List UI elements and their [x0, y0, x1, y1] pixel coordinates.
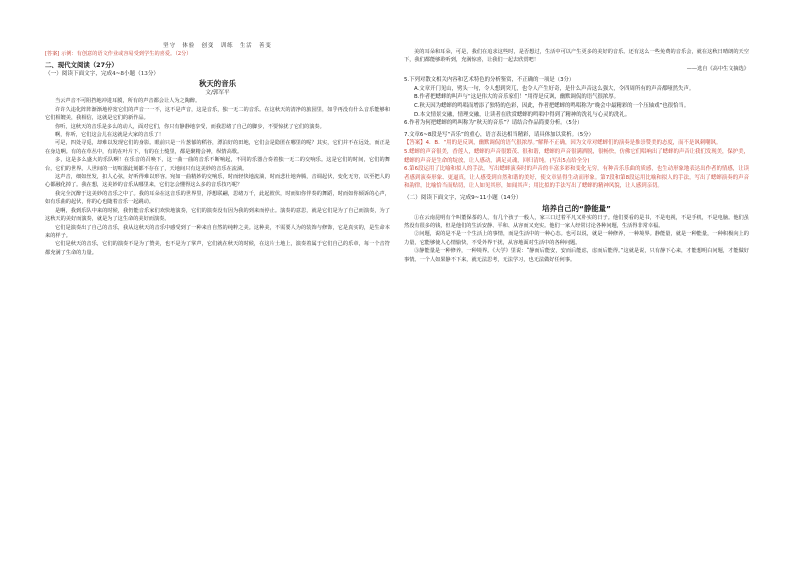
- answer-block: 【答案】4．B．“用的是反讽，幽默调侃的语气很浓厚。”解释不正确，因为文章对蟋蟀们的演奏是推崇赞美的态度，而不是讽刺嘲讽。: [404, 140, 722, 147]
- left-column: [45, 42, 390, 257]
- section-title: 二、现代文阅读（27分）: [45, 60, 118, 69]
- paragraph: 我完全沉醉于这美妙的音乐之中了。我的耳朵在这音乐的世界里，浮想联翩，思绪万千，此起彼伏，时而如你伴奏的舞蹈，时而如你倾诉的心声，如有乐曲的起伏，你的心也随着音乐一起跳动。: [45, 190, 390, 206]
- source-line: ——选自《高中生文摘选》: [686, 65, 749, 72]
- option-b: B.作者把蟋蟀的叫声与“这是伟大的音乐家们！”用得是反讽，幽默调侃的语气很浓厚。: [414, 94, 620, 101]
- answer-hint: [答案] 示例：有创意的语文作业或容易受到学生的喜爱。（2分）: [45, 51, 192, 58]
- essay2-paragraph: ①在云南昆明有个叫董保茶的人，有几个孩子一般人，家三口过着平凡又朴实的日子。他们要看的是书，不是电视，不是手机，不是电脑。他们虽然没有很多的钱，但是他们的生活安静、平和、从容而又充实。他们一家人经常讨论各种问题，生活得非常幸福。: [404, 214, 749, 229]
- paragraph: 当云声音不可阻挡地冲进耳膜，所有的声音都会让人为之陶醉。: [55, 98, 201, 105]
- option-a: A.文章开门见山，劈头一句，令人想到突兀，也令人产生好奇，是什么声音这么强大，令四周所有的声音都哑然失声。: [414, 85, 695, 92]
- question-6: 6.作者为何把蟋蟀的鸣叫称为“秋天的音乐”？请结合作品简要分析。（5分）: [404, 120, 583, 127]
- paragraph: 可是，四处寻觅，却难以发现它们的身影。眼前只是一片葱郁的稻谷，漂泊好的田地，它们会是隐匿在哪里的呢？其实，它们并不在远处，而正是在身边啊。有的在草丛中，有的在叶片下，有的在土缝里，都是聚精会神，纵情高歌。: [45, 140, 390, 155]
- paragraph: 是啊，我到乐队中来的时候，我仍能音乐家们欢快地演奏，它们的演奏没有因为我的到来而停止。演奏的意思，就是它们是为了自己而演奏，为了这秋天的美好而演奏，就是为了这生命的美好而演奏。: [45, 207, 390, 223]
- essay2-title: 培养自己的“静能量”: [542, 203, 611, 213]
- essay2-paragraph: ③静能量是一种修养，一种境界。《大学》里说：“静而后能安，安而后能虑，虑而后能得。”这就是说，只有静下心来，才能想明白问题，才能做好事情。一个人如果静不下来，就无法思考，无法学习，也无法做好任何事。: [404, 248, 749, 263]
- paragraph: 多，这是多么盛大的乐队啊！在乐音的召唤下，这一曲一曲的音乐不断响起，不同的乐器合奏着独一无二的交响乐。这是它们的时间，它们的舞台，它们的世界。人世间的一切喧嚣此刻都不存在了，天地间只有这美妙的音乐在流淌。: [45, 157, 390, 172]
- paragraph: 许许久违化阵阵渐渐地停宽它们的声音一一不，这不是声音，这是音乐，独一无二的音乐。在这秋天的清净的旅园里，如乎再没有什么音乐能够和它们相媲美，我相信，这就是它们的新作品。: [45, 106, 390, 122]
- essay-author: 文/郭军平: [205, 90, 230, 97]
- question-5: 5.下列对散文相关内容和艺术特色的分析鉴赏，不正确的一项是（3分）: [404, 77, 575, 84]
- essay-title: 秋天的音乐: [199, 79, 236, 89]
- question-7: 7.文章6~8段是写“音乐”的重心，语言表达相当精彩，请具体加以赏析。（5分）: [404, 131, 594, 138]
- answer-line: 6.第6段运用了比喻和拟人的手法，写出蟋蟀演奏时的声音的丰富多彩和变化无穷，有种音乐乐曲的质感，也生动形象地表达出作者的情感，让读者感到演奏形象、更逼真，让人感受到自然和谐的美好，使文章显得生动而形象。第7段和第8段运用比喻和拟人的手法，写出了蟋蟀演奏的声音和韵律，比喻恰当而贴切，让人如见其形，如闻其声；用比拟的手法写出了蟋蟀的精神风貌，让人感到亲切。: [404, 166, 749, 190]
- intro-paragraph: 美的耳朵和耳朵，可是，我们在追求这些时，是否想过，生活中可以产生更多的美好的音乐。还有这么一些免费的音乐会，就在这秋日晴朗的天空下，我们都能够聆听到，充满惊喜，让我们一起去欣赏吧！: [404, 49, 749, 64]
- essay2-paragraph: ②问题，说的是不是一个生活上的事情，而是生活中的一种心态。也可以说，就是一种修养，一种境界。静能量，就是一种能量，一种积极向上的力量，它能够使人心情愉快，不受外界干扰，从容地面对生活中的各种问题。: [404, 231, 749, 246]
- paragraph: 啊，你听，它们这会儿在这就是大家的音乐了！: [55, 132, 164, 139]
- paragraph: 它们是秋天的音乐，它们的演奏不是为了赞美，也不是为了掌声，它们就在秋天的时候，在这片土地上，演奏着属于它们自己的乐章，每一个音符都充满了生命的力量。: [45, 241, 390, 256]
- option-d: D.本文情景交融，情理交融，让读者在欣赏蟋蟀的鸣唱中得到了精神的洗礼与心灵的洗礼。: [414, 111, 631, 118]
- answer-line: 5.蟋蟀的声音很美，香莲人，蟋蟀的声音很繁茂、很和谐，蟋蟀的声音很满洒脱，很畅快，仿佛它们唱响出了蟋蟀的声音让我们发现美，保护美，蟋蟀的声音是生命的绽放，让人感动，满足灵魂，回归清纯。(写出5点给全分): [404, 148, 749, 164]
- right-column: [404, 48, 749, 264]
- option-c: C.秋天因为蟋蟀的鸣唱而增添了独特的色彩，因此，作者把蟋蟀的鸣唱称为“晚会中最精彩的一个压轴戏”也很恰当。: [414, 103, 690, 109]
- paragraph: 这声音，细如丝发，扣人心弦，好听得难以形容。宛如一曲精妙的交响乐，时而轻快地流淌，时而悲壮地奔腾，音调起伏，变化无穷，以至把人的心都融化掉了。我在想，这美妙的音乐从哪里来，它们怎会懂得这么多的音乐技巧呢？: [45, 174, 390, 189]
- word-list: 坚守 体验 创变 训练 生活 善变: [163, 43, 272, 49]
- sub-title: （一）阅读下面文字，完成4~8小题（13分）: [45, 70, 160, 77]
- paragraph: 你听，这秋天的音乐是多么的动人，面对它们，你只有静静地享受，而我思绪了自己的脚步，不要惊扰了它们的演奏。: [55, 123, 325, 130]
- paragraph: 它们是演奏出了自己的音乐，我从这秋天的音乐中感受到了一种来自自然的纯粹之美。这种美，不需要人为的装饰与修饰，它是真实的，是生命本来的样子。: [45, 224, 390, 239]
- sub-title-2: （二）阅读下面文字，完成9~11小题（14分）: [404, 194, 522, 201]
